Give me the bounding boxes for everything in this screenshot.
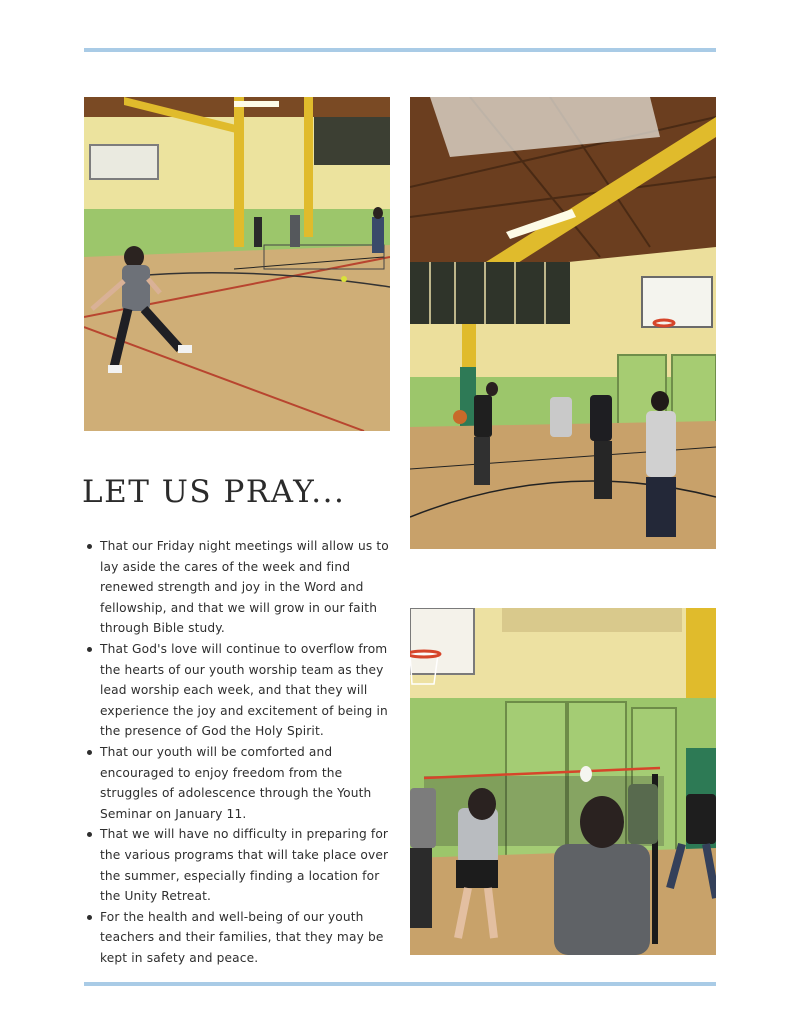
photo-basketball (410, 97, 716, 549)
section-heading: LET US PRAY... (82, 474, 346, 510)
prayer-item: That God's love will continue to overflow from the hearts of our youth worship team as they lead worship each week, and that they will experience the joy and excitement of being in the presence of God the Holy Spirit. (100, 639, 400, 742)
bottom-divider (84, 982, 716, 986)
prayer-item: That we will have no difficulty in preparing for the various programs that will take place over the summer, especially finding a location for the Unity Retreat. (100, 824, 400, 906)
prayer-item: For the health and well-being of our youth teachers and their families, that they may be kept in safety and peace. (100, 907, 400, 969)
prayer-item: That our Friday night meetings will allow us to lay aside the cares of the week and find renewed strength and joy in the Word and fellowship, and that we will grow in our faith through Bible study. (100, 536, 400, 639)
top-divider (84, 48, 716, 52)
prayer-list (84, 536, 400, 968)
photo-net-game (410, 608, 716, 955)
photo-badminton (84, 97, 390, 431)
prayer-item: That our youth will be comforted and encouraged to enjoy freedom from the struggles of adolescence through the Youth Seminar on January 11. (100, 742, 400, 824)
